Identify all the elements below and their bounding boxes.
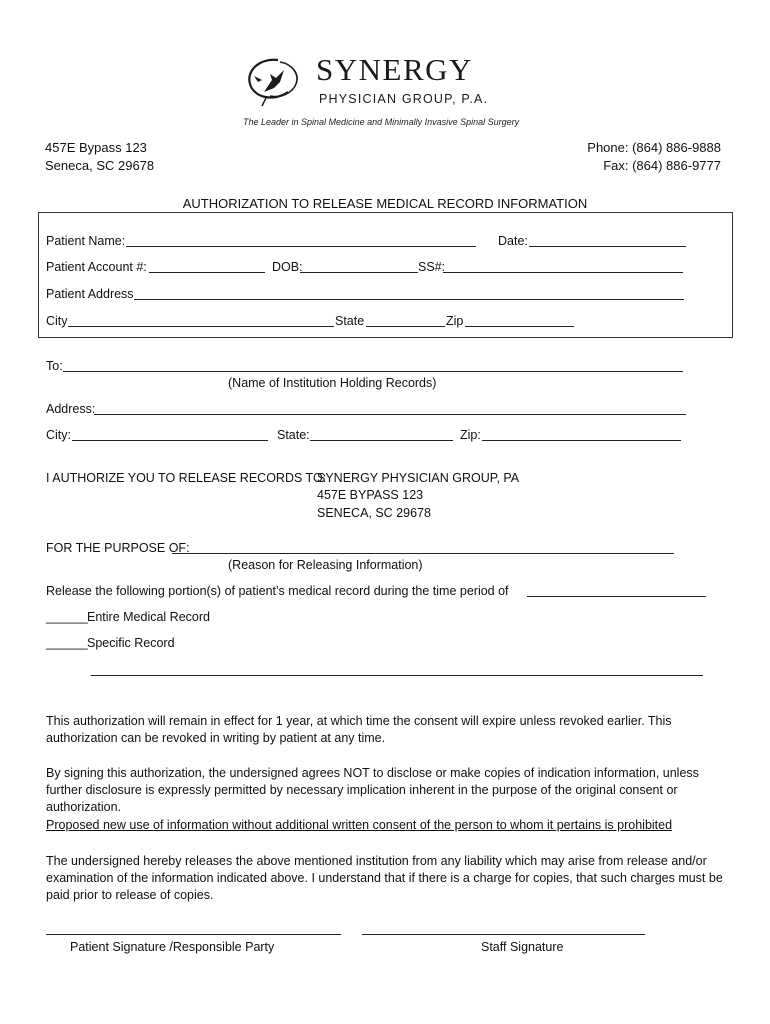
patient-address-field[interactable] [134, 299, 684, 300]
purpose-hint: (Reason for Releasing Information) [228, 558, 423, 572]
date-field[interactable] [529, 246, 686, 247]
dob-field[interactable] [300, 272, 418, 273]
patient-account-label: Patient Account #: [46, 260, 147, 274]
specific-record-label: Specific Record [87, 636, 175, 650]
release-to-label: I AUTHORIZE YOU TO RELEASE RECORDS TO: [46, 471, 327, 485]
staff-signature-label: Staff Signature [481, 940, 564, 954]
to-state-label: State: [277, 428, 310, 442]
specific-record-blank[interactable]: ______ [46, 636, 88, 650]
patient-name-field[interactable] [126, 246, 476, 247]
state-label: State [335, 314, 365, 328]
institution-hint: (Name of Institution Holding Records) [228, 376, 437, 390]
to-address-label: Address: [46, 402, 96, 416]
date-label: Date: [498, 234, 528, 248]
liability-text: The undersigned hereby releases the above mentioned institution from any liability which may arise from release and/or examination of the information indicated above. I understand that if there is a charge for copies, that such charges must be paid prior to release of copies. [46, 854, 723, 902]
bird-swirl-logo-icon [240, 52, 312, 108]
prohibition-text: Proposed new use of information without additional written consent of the person to whom it pertains is prohibited [46, 818, 673, 832]
to-city-field[interactable] [72, 440, 268, 441]
patient-info-box [38, 212, 733, 338]
address-line-2: Seneca, SC 29678 [45, 158, 155, 173]
state-field[interactable] [366, 326, 445, 327]
purpose-field[interactable] [172, 553, 674, 554]
ssn-label: SS#: [418, 260, 446, 274]
patient-name-label: Patient Name: [46, 234, 126, 248]
authorization-duration-text: This authorization will remain in effect for 1 year, at which time the consent will expire unless revoked earlier. This authorization can be revoked in writing by patient at any time. [46, 714, 672, 745]
logo-subtitle: PHYSICIAN GROUP, P.A. [319, 92, 489, 106]
entire-record-blank[interactable]: ______ [46, 610, 88, 624]
logo-name: SYNERGY [316, 52, 473, 87]
institution-name-field[interactable] [63, 371, 683, 372]
logo-tagline: The Leader in Spinal Medicine and Minimally Invasive Spinal Surgery [243, 117, 520, 127]
patient-signature-label: Patient Signature /Responsible Party [70, 940, 275, 954]
to-zip-label: Zip: [460, 428, 481, 442]
phone-number: Phone: (864) 886-9888 [587, 140, 721, 155]
zip-label: Zip [446, 314, 464, 328]
specific-record-field[interactable] [91, 675, 703, 676]
ssn-field[interactable] [443, 272, 683, 273]
dob-label: DOB: [272, 260, 303, 274]
zip-field[interactable] [465, 326, 574, 327]
to-city-label: City: [46, 428, 71, 442]
purpose-label: FOR THE PURPOSE OF: [46, 541, 190, 555]
city-field[interactable] [68, 326, 334, 327]
fax-number: Fax: (864) 886-9777 [603, 158, 721, 173]
city-label: City [46, 314, 68, 328]
portion-text: Release the following portion(s) of patient’s medical record during the time period of [46, 584, 509, 598]
to-state-field[interactable] [310, 440, 453, 441]
release-to-line-2: 457E BYPASS 123 [317, 488, 424, 502]
form-title: AUTHORIZATION TO RELEASE MEDICAL RECORD INFORMATION [182, 196, 588, 211]
patient-address-label: Patient Address [46, 287, 134, 301]
to-address-field[interactable] [94, 414, 686, 415]
release-to-line-3: SENECA, SC 29678 [317, 506, 431, 520]
to-zip-field[interactable] [482, 440, 681, 441]
entire-record-label: Entire Medical Record [87, 610, 210, 624]
patient-account-field[interactable] [149, 272, 265, 273]
patient-signature-field[interactable] [46, 934, 341, 935]
address-line-1: 457E Bypass 123 [45, 140, 147, 155]
disclosure-text: By signing this authorization, the undersigned agrees NOT to disclose or make copies of indication information, unless further disclosure is expressly permitted by necessary implication inherent in the purpose of the original consent or authorization. [46, 766, 699, 814]
time-period-field[interactable] [527, 596, 706, 597]
release-to-line-1: SYNERGY PHYSICIAN GROUP, PA [317, 471, 520, 485]
to-label: To: [46, 359, 63, 373]
staff-signature-field[interactable] [362, 934, 645, 935]
